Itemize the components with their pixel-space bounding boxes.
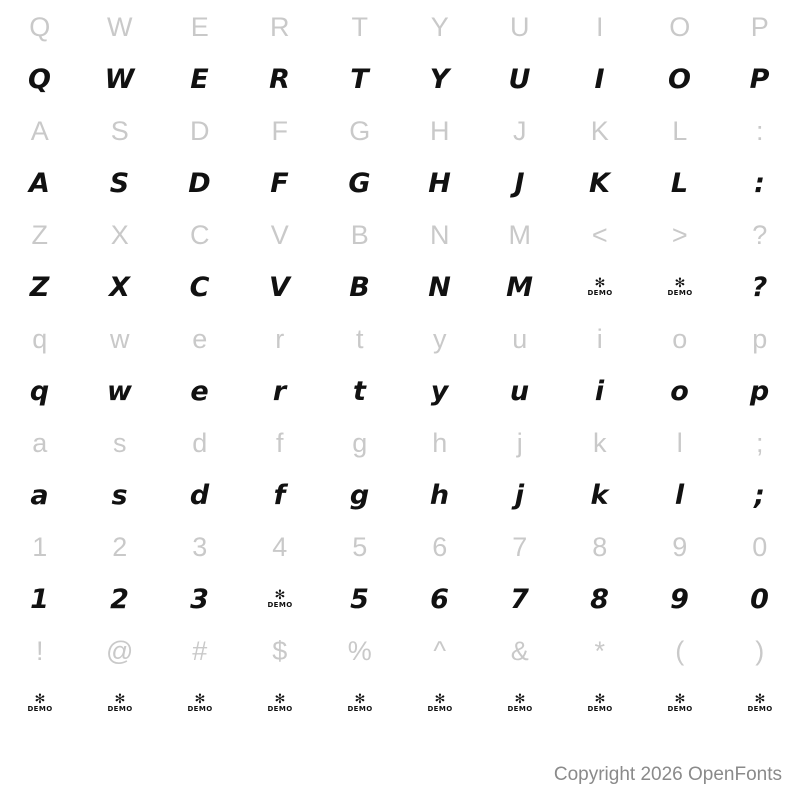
leaf-burst-icon (27, 693, 52, 713)
glyph-cell: 8 (592, 531, 608, 562)
glyph-cell: j (514, 479, 526, 511)
glyph-cell: R (269, 63, 291, 95)
glyph-cell: & (510, 635, 530, 666)
leaf-glyph: ✻ (674, 692, 686, 707)
demo-watermark-mark (0, 678, 80, 728)
demo-label: DEMO (587, 289, 613, 297)
glyph-cell: # (192, 635, 208, 666)
glyph-cell: q (29, 375, 51, 407)
glyph-cell: 3 (192, 531, 208, 562)
glyph-cell: Y (430, 11, 450, 42)
glyph-cell: 2 (110, 583, 130, 615)
glyph-cell: 6 (430, 583, 450, 615)
glyph-cell: Q (28, 63, 52, 95)
leaf-burst-icon (107, 693, 132, 713)
glyph-row-sample (0, 572, 800, 624)
glyph-cell: ^ (433, 635, 447, 666)
glyph-row-sample (0, 156, 800, 208)
glyph-cell: a (32, 427, 48, 458)
glyph-cell: u (509, 375, 531, 407)
glyph-cell: > (671, 219, 689, 250)
glyph-cell: I (594, 63, 606, 95)
leaf-glyph: ✻ (274, 588, 286, 603)
glyph-row-reference (0, 0, 800, 52)
glyph-cell: ; (755, 427, 764, 458)
glyph-cell: E (190, 11, 210, 42)
glyph-row-reference (0, 624, 800, 676)
glyph-cell: a (30, 479, 50, 511)
glyph-cell: M (506, 271, 534, 303)
glyph-cell: i (596, 323, 604, 354)
glyph-cell: L (672, 115, 688, 146)
glyph-cell: e (192, 323, 208, 354)
glyph-cell: D (188, 167, 212, 199)
demo-label: DEMO (587, 705, 613, 713)
glyph-row-sample (0, 468, 800, 520)
leaf-glyph: ✻ (594, 276, 606, 291)
glyph-cell: r (275, 323, 285, 354)
glyph-row-reference (0, 312, 800, 364)
glyph-row-reference (0, 104, 800, 156)
glyph-cell: j (516, 427, 524, 458)
demo-label: DEMO (347, 705, 373, 713)
glyph-cell: 4 (272, 531, 288, 562)
glyph-cell: C (189, 271, 211, 303)
glyph-cell: L (670, 167, 690, 199)
demo-label: DEMO (107, 705, 133, 713)
glyph-cell: 1 (32, 531, 48, 562)
glyph-cell: 9 (670, 583, 690, 615)
glyph-cell: F (271, 115, 289, 146)
glyph-cell: H (430, 115, 450, 146)
glyph-row-reference (0, 208, 800, 260)
glyph-cell: T (351, 11, 369, 42)
leaf-burst-icon (747, 693, 772, 713)
leaf-burst-icon (187, 693, 212, 713)
glyph-cell: r (272, 375, 288, 407)
leaf-glyph: ✻ (194, 692, 206, 707)
leaf-glyph: ✻ (754, 692, 766, 707)
glyph-cell: W (107, 11, 133, 42)
glyph-cell: k (590, 479, 610, 511)
leaf-burst-icon (267, 589, 292, 609)
glyph-cell: w (110, 323, 130, 354)
glyph-cell: J (513, 115, 527, 146)
glyph-cell: q (32, 323, 48, 354)
glyph-cell: h (432, 427, 448, 458)
glyph-cell: s (111, 479, 129, 511)
glyph-cell: i (594, 375, 606, 407)
leaf-burst-icon (507, 693, 532, 713)
glyph-cell: V (270, 219, 290, 250)
glyph-cell: ! (35, 635, 44, 666)
leaf-glyph: ✻ (34, 692, 46, 707)
glyph-cell: 8 (590, 583, 610, 615)
glyph-row-sample (0, 260, 800, 312)
glyph-row-reference (0, 416, 800, 468)
demo-label: DEMO (267, 601, 293, 609)
glyph-cell: A (30, 115, 50, 146)
demo-watermark-mark (160, 678, 240, 728)
glyph-cell: $ (272, 635, 288, 666)
leaf-glyph: ✻ (354, 692, 366, 707)
leaf-burst-icon (427, 693, 452, 713)
glyph-cell: 7 (512, 531, 528, 562)
glyph-cell: P (750, 11, 770, 42)
glyph-cell: y (430, 375, 450, 407)
leaf-glyph: ✻ (434, 692, 446, 707)
glyph-cell: g (349, 479, 371, 511)
glyph-cell: B (349, 271, 371, 303)
leaf-burst-icon (347, 693, 372, 713)
glyph-cell: 9 (672, 531, 688, 562)
glyph-cell: * (594, 635, 606, 666)
glyph-cell: 7 (510, 583, 530, 615)
glyph-cell: O (668, 63, 692, 95)
glyph-cell: D (190, 115, 210, 146)
glyph-cell: d (189, 479, 211, 511)
glyph-cell: U (510, 11, 530, 42)
glyph-cell: ; (754, 479, 766, 511)
glyph-cell: o (672, 323, 688, 354)
glyph-cell: 1 (30, 583, 50, 615)
glyph-cell: h (429, 479, 451, 511)
leaf-burst-icon (667, 277, 692, 297)
glyph-row-sample (0, 676, 800, 728)
glyph-cell: t (355, 323, 364, 354)
glyph-cell: @ (106, 635, 134, 666)
glyph-cell: G (348, 167, 372, 199)
demo-watermark-mark (80, 678, 160, 728)
glyph-cell: ? (752, 219, 768, 250)
demo-label: DEMO (267, 705, 293, 713)
glyph-cell: o (670, 375, 690, 407)
glyph-cell: U (508, 63, 532, 95)
glyph-cell: G (349, 115, 371, 146)
demo-watermark-mark (400, 678, 480, 728)
glyph-cell: y (433, 323, 447, 354)
glyph-cell: f (275, 427, 284, 458)
glyph-cell: 2 (112, 531, 128, 562)
glyph-cell: f (273, 479, 287, 511)
demo-watermark-mark (240, 678, 320, 728)
leaf-glyph: ✻ (674, 276, 686, 291)
glyph-cell: A (29, 167, 51, 199)
glyph-cell: % (347, 635, 373, 666)
demo-label: DEMO (427, 705, 453, 713)
leaf-burst-icon (587, 693, 612, 713)
glyph-cell: C (190, 219, 210, 250)
glyph-cell: F (270, 167, 290, 199)
glyph-cell: S (109, 167, 131, 199)
demo-label: DEMO (507, 705, 533, 713)
glyph-cell: T (350, 63, 370, 95)
glyph-cell: O (669, 11, 691, 42)
glyph-cell: ? (751, 271, 769, 303)
glyph-cell: k (593, 427, 607, 458)
leaf-burst-icon (267, 693, 292, 713)
glyph-cell: X (110, 219, 130, 250)
glyph-cell: 5 (352, 531, 368, 562)
glyph-cell: ( (675, 635, 685, 666)
demo-watermark-mark (560, 262, 640, 312)
glyph-cell: K (589, 167, 611, 199)
demo-label: DEMO (747, 705, 773, 713)
glyph-cell: s (113, 427, 127, 458)
glyph-cell: g (352, 427, 368, 458)
glyph-cell: V (269, 271, 291, 303)
glyph-cell: Q (29, 11, 51, 42)
glyph-cell: < (591, 219, 609, 250)
leaf-glyph: ✻ (114, 692, 126, 707)
glyph-cell: : (755, 115, 764, 146)
copyright-notice: Copyright 2026 OpenFonts (553, 764, 782, 785)
demo-label: DEMO (27, 705, 53, 713)
glyph-cell: l (674, 479, 686, 511)
glyph-cell: N (430, 219, 450, 250)
glyph-row-sample (0, 52, 800, 104)
glyph-cell: w (107, 375, 133, 407)
glyph-cell: R (270, 11, 290, 42)
glyph-cell: 0 (750, 583, 770, 615)
leaf-burst-icon (667, 693, 692, 713)
demo-label: DEMO (667, 289, 693, 297)
glyph-cell: 0 (752, 531, 768, 562)
glyph-cell: ) (755, 635, 765, 666)
glyph-cell: 6 (432, 531, 448, 562)
glyph-row-reference (0, 520, 800, 572)
glyph-cell: p (752, 323, 768, 354)
glyph-cell: 3 (190, 583, 210, 615)
glyph-cell: : (754, 167, 766, 199)
glyph-cell: M (508, 219, 532, 250)
glyph-cell: P (749, 63, 771, 95)
glyph-cell: K (590, 115, 610, 146)
leaf-glyph: ✻ (274, 692, 286, 707)
demo-watermark-mark (560, 678, 640, 728)
demo-watermark-mark (480, 678, 560, 728)
glyph-cell: W (104, 63, 136, 95)
glyph-cell: S (110, 115, 130, 146)
glyph-cell: B (350, 219, 370, 250)
demo-watermark-mark (640, 262, 720, 312)
glyph-cell: t (353, 375, 367, 407)
demo-watermark-mark (720, 678, 800, 728)
glyph-cell: e (190, 375, 210, 407)
leaf-glyph: ✻ (594, 692, 606, 707)
glyph-cell: E (190, 63, 210, 95)
glyph-cell: 5 (350, 583, 370, 615)
glyph-cell: d (192, 427, 208, 458)
glyph-row-sample (0, 364, 800, 416)
demo-label: DEMO (667, 705, 693, 713)
leaf-burst-icon (587, 277, 612, 297)
glyph-cell: p (749, 375, 771, 407)
demo-watermark-mark (240, 574, 320, 624)
glyph-cell: H (428, 167, 452, 199)
glyph-cell: X (109, 271, 131, 303)
glyph-cell: u (512, 323, 528, 354)
demo-watermark-mark (320, 678, 400, 728)
glyph-cell: J (514, 167, 526, 199)
demo-watermark-mark (640, 678, 720, 728)
glyph-cell: Z (31, 219, 49, 250)
demo-label: DEMO (187, 705, 213, 713)
glyph-cell: N (428, 271, 452, 303)
leaf-glyph: ✻ (514, 692, 526, 707)
glyph-cell: l (676, 427, 684, 458)
glyph-cell: I (595, 11, 604, 42)
glyph-cell: Z (29, 271, 51, 303)
glyph-cell: Y (429, 63, 451, 95)
